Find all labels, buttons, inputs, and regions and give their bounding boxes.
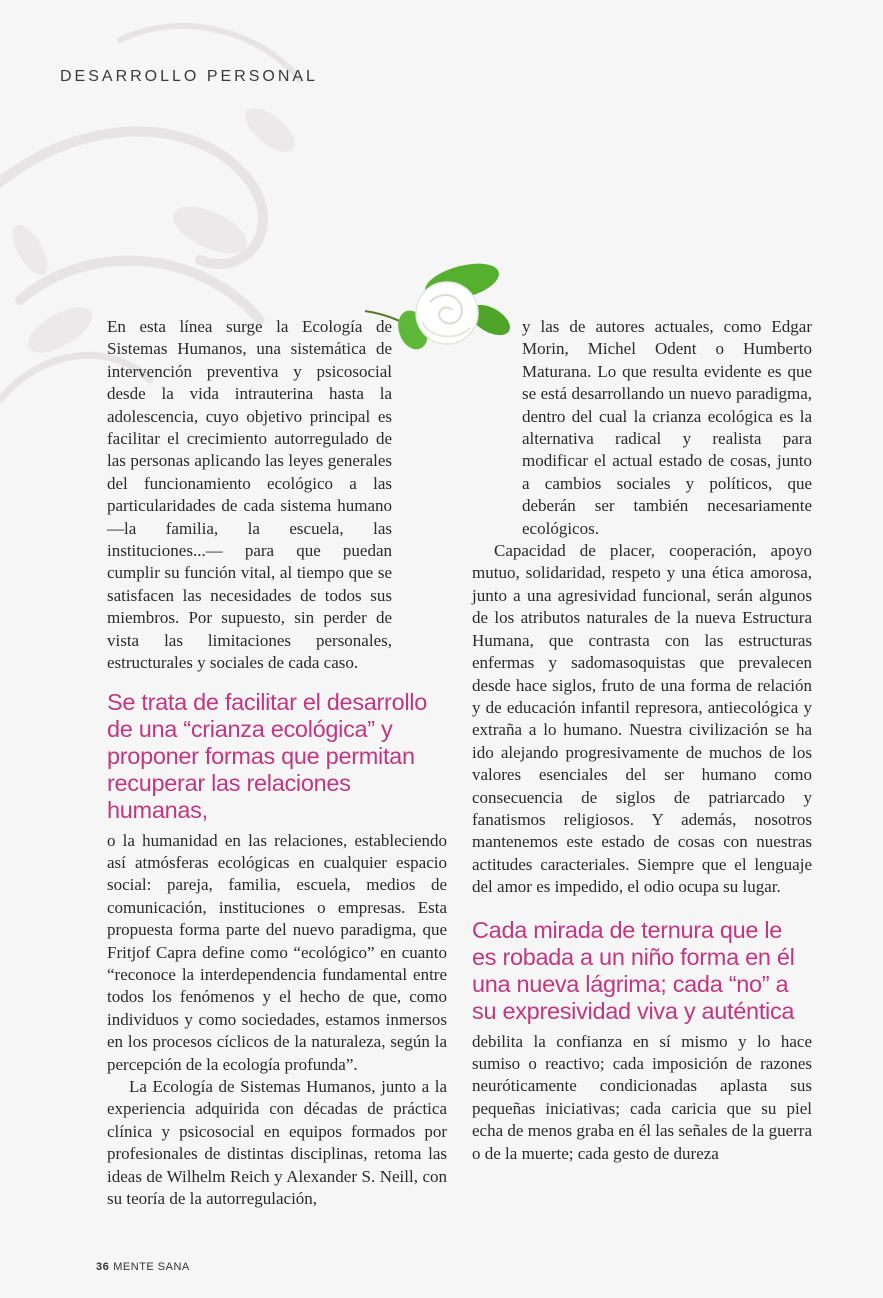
left-paragraph-1: En esta línea surge la Ecología de Sistemas Humanos, una sistemática de intervención preventiva y psicosocial desde la vida intrauterina hasta la adolescencia, cuyo objetivo principal es facilitar el crecimiento autorregulado de las personas aplicando las leyes generales del funcionamiento ecológico a las particularidades de cada sistema humano —la familia, la escuela, las instituciones...— para que puedan cumplir su función vital, al tiempo que se satisfacen las necesidades de todos sus miembros. Por supuesto, sin perder de vista las limitaciones personales, estructurales y sociales de cada caso. bbox=[107, 317, 392, 673]
left-paragraph-2: o la humanidad en las relaciones, estableciendo así atmósferas ecológicas en cualquier espacio social: pareja, familia, escuela, medios de comunicación, instituciones o empresas. Esta propuesta forma parte del nuevo paradigma, que Fritjof Capra define como “ecológico” en cuanto “reconoce la interdependencia fundamental entre todos los fenómenos y el hecho de que, como individuos y como sociedades, estamos inmersos en los procesos cíclicos de la naturaleza, según la percepción de la ecología profunda”. bbox=[107, 830, 447, 1074]
section-title: DESARROLLO PERSONAL bbox=[60, 68, 318, 85]
right-paragraph-2: Capacidad de placer, cooperación, apoyo mutuo, solidaridad, respeto y una ética amorosa, junto a una agresividad funcional, serán algunos de los atributos naturales de la nueva Estructura Humana, que contrasta con las estructuras enfermas y sadomasoquistas que prevalecen desde hace siglos, fruto de una forma de relación y de educación infantil represora, antiecológica y extraña a lo humano. Nuestra civilización se ha ido alejando progresivamente de muchos de los valores esenciales del ser humano como consecuencia de siglos de patriarcado y fanatismos religiosos. Y además, nosotros mantenemos este estado de cosas con nuestras actitudes caracteriales. Siempre que el lenguaje del amor es impedido, el odio ocupa su lugar. bbox=[472, 541, 812, 897]
left-pull-quote: Se trata de facilitar el desarrollo de una “crianza ecológica” y proponer formas que permitan recuperar las relaciones humanas, bbox=[107, 688, 427, 823]
right-column bbox=[472, 316, 812, 1165]
left-paragraph-3: La Ecología de Sistemas Humanos, junto a la experiencia adquirida con décadas de práctica clínica y psicosocial en equipos formados por profesionales de distintas disciplinas, retoma las ideas de Wilhelm Reich y Alexander S. Neill, con su teoría de la autorregulación, bbox=[107, 1076, 447, 1208]
right-pull-quote: Cada mirada de ternura que le es robada a un niño forma en él una nueva lágrima; cada “no” a su expresividad viva y auténtica bbox=[472, 916, 795, 1024]
page-footer bbox=[96, 1261, 190, 1273]
right-paragraph-3: debilita la confianza en sí mismo y lo hace sumiso o reactivo; cada imposición de razones neuróticamente condicionadas aplasta sus pequeñas iniciativas; cada caricia que su piel echa de menos graba en él las señales de la guerra o de la muerte; cada gesto de dureza bbox=[472, 1031, 812, 1163]
magazine-name: MENTE SANA bbox=[113, 1261, 190, 1273]
left-column bbox=[107, 316, 447, 1210]
page-number: 36 bbox=[96, 1261, 110, 1273]
right-paragraph-1: y las de autores actuales, como Edgar Morin, Michel Odent o Humberto Maturana. Lo que resulta evidente es que se está desarrollando un nuevo paradigma, dentro del cual la crianza ecológica es la alternativa radical y realista para modificar el actual estado de cosas, junto a cambios sociales y políticos, que deberán ser también necesariamente ecológicos. bbox=[522, 317, 812, 538]
